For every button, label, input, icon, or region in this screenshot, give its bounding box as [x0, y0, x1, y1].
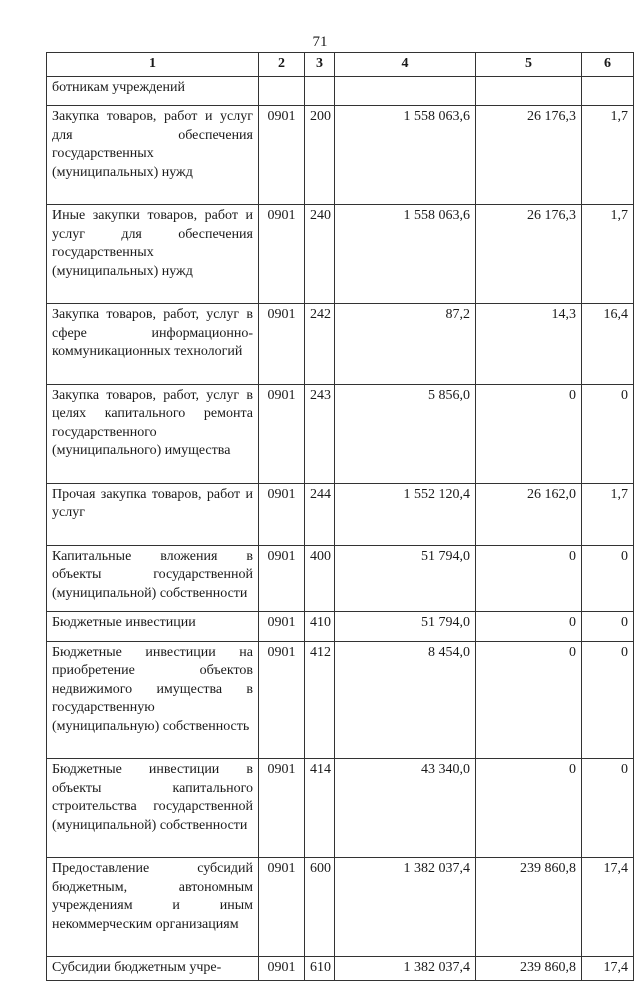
header-cell: 4	[335, 53, 476, 77]
row-expense-type: 244	[305, 483, 335, 545]
row-section-code: 0901	[259, 483, 305, 545]
row-section-code	[259, 76, 305, 106]
table-row	[47, 384, 634, 483]
row-planned: 51 794,0	[335, 612, 476, 642]
row-section-code: 0901	[259, 106, 305, 205]
row-executed: 239 860,8	[476, 957, 582, 981]
row-planned: 5 856,0	[335, 384, 476, 483]
row-executed: 26 176,3	[476, 205, 582, 304]
row-section-code: 0901	[259, 858, 305, 957]
row-executed: 14,3	[476, 304, 582, 385]
header-cell: 3	[305, 53, 335, 77]
row-percent: 1,7	[582, 483, 634, 545]
row-planned: 1 382 037,4	[335, 858, 476, 957]
row-executed: 0	[476, 545, 582, 612]
row-percent	[582, 76, 634, 106]
row-expense-type: 243	[305, 384, 335, 483]
table-row	[47, 304, 634, 385]
row-name: ботникам учреждений	[47, 76, 259, 106]
row-percent: 0	[582, 384, 634, 483]
row-executed	[476, 76, 582, 106]
row-section-code: 0901	[259, 384, 305, 483]
row-name: Бюджетные инвестиции в объекты капитального строительства государственной (муниципальной) собственности	[47, 759, 259, 858]
header-cell: 6	[582, 53, 634, 77]
row-expense-type: 610	[305, 957, 335, 981]
row-percent: 17,4	[582, 957, 634, 981]
row-percent: 0	[582, 545, 634, 612]
row-percent: 17,4	[582, 858, 634, 957]
row-planned: 1 558 063,6	[335, 106, 476, 205]
row-expense-type: 412	[305, 641, 335, 759]
row-executed: 0	[476, 384, 582, 483]
table-row	[47, 759, 634, 858]
row-percent: 1,7	[582, 106, 634, 205]
table-row	[47, 483, 634, 545]
row-section-code: 0901	[259, 304, 305, 385]
row-executed: 0	[476, 612, 582, 642]
table-header-row	[47, 53, 634, 77]
row-percent: 0	[582, 759, 634, 858]
row-name: Предоставление субсидий бюджетным, автономным учреждениям и иным некоммерческим организациям	[47, 858, 259, 957]
row-section-code: 0901	[259, 641, 305, 759]
table-row	[47, 545, 634, 612]
row-expense-type: 414	[305, 759, 335, 858]
row-executed: 0	[476, 641, 582, 759]
table-row	[47, 612, 634, 642]
row-name: Капитальные вложения в объекты государственной (муниципальной) собственности	[47, 545, 259, 612]
row-section-code: 0901	[259, 545, 305, 612]
table-row	[47, 76, 634, 106]
row-planned	[335, 76, 476, 106]
row-name: Бюджетные инвестиции на приобретение объектов недвижимого имущества в государственную (муниципальную) собственность	[47, 641, 259, 759]
table-row	[47, 205, 634, 304]
row-planned: 1 382 037,4	[335, 957, 476, 981]
row-percent: 0	[582, 612, 634, 642]
table-row	[47, 641, 634, 759]
budget-table	[46, 52, 634, 981]
row-executed: 26 176,3	[476, 106, 582, 205]
row-name: Иные закупки товаров, работ и услуг для обеспечения государственных (муниципальных) нужд	[47, 205, 259, 304]
row-section-code: 0901	[259, 205, 305, 304]
header-cell: 1	[47, 53, 259, 77]
row-expense-type	[305, 76, 335, 106]
row-executed: 239 860,8	[476, 858, 582, 957]
header-cell: 2	[259, 53, 305, 77]
row-expense-type: 200	[305, 106, 335, 205]
row-name: Субсидии бюджетным учре-	[47, 957, 259, 981]
row-expense-type: 242	[305, 304, 335, 385]
row-executed: 26 162,0	[476, 483, 582, 545]
row-percent: 0	[582, 641, 634, 759]
row-expense-type: 600	[305, 858, 335, 957]
row-planned: 8 454,0	[335, 641, 476, 759]
row-percent: 16,4	[582, 304, 634, 385]
row-percent: 1,7	[582, 205, 634, 304]
page-number: 71	[312, 34, 328, 50]
table-row	[47, 106, 634, 205]
row-name: Прочая закупка товаров, работ и услуг	[47, 483, 259, 545]
row-section-code: 0901	[259, 957, 305, 981]
row-planned: 87,2	[335, 304, 476, 385]
row-planned: 43 340,0	[335, 759, 476, 858]
table-row	[47, 957, 634, 981]
row-name: Закупка товаров, работ, услуг в целях капитального ремонта государственного (муниципального) имущества	[47, 384, 259, 483]
row-name: Закупка товаров, работ, услуг в сфере информационно-коммуникационных технологий	[47, 304, 259, 385]
row-expense-type: 410	[305, 612, 335, 642]
header-cell: 5	[476, 53, 582, 77]
row-expense-type: 400	[305, 545, 335, 612]
row-executed: 0	[476, 759, 582, 858]
row-section-code: 0901	[259, 612, 305, 642]
row-name: Закупка товаров, работ и услуг для обеспечения государственных (муниципальных) нужд	[47, 106, 259, 205]
row-section-code: 0901	[259, 759, 305, 858]
row-planned: 51 794,0	[335, 545, 476, 612]
row-name: Бюджетные инвестиции	[47, 612, 259, 642]
row-planned: 1 552 120,4	[335, 483, 476, 545]
row-expense-type: 240	[305, 205, 335, 304]
row-planned: 1 558 063,6	[335, 205, 476, 304]
table-row	[47, 858, 634, 957]
